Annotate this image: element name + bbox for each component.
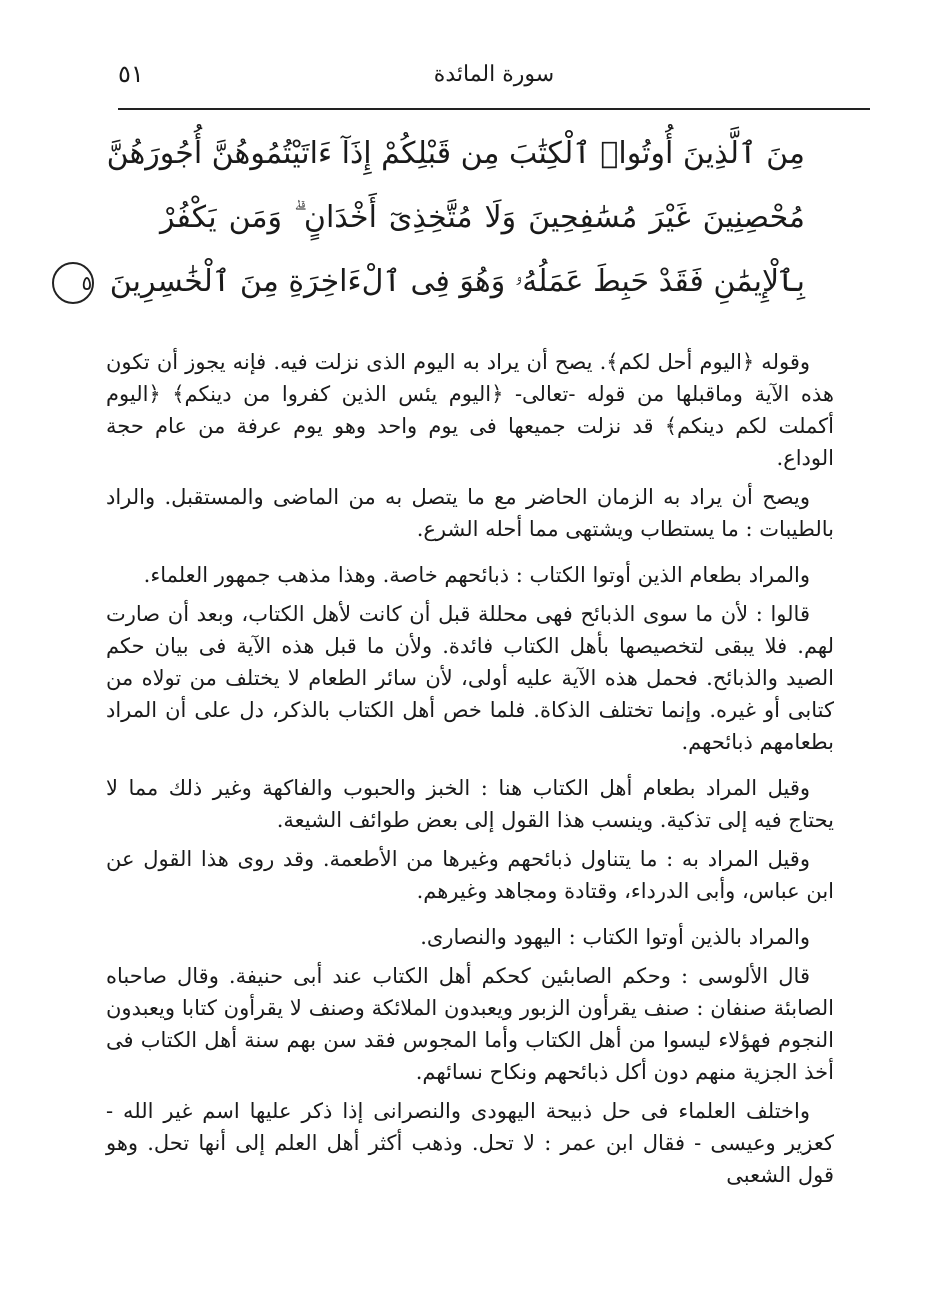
verse-line — [81, 250, 805, 314]
header-divider — [118, 108, 870, 110]
paragraph: واختلف العلماء فى حل ذبيحة اليهودى والنصرانى إذا ذكر عليها اسم غير الله - كعزير وعيسى - فقال ابن عمر : لا تحل. وذهب أكثر أهل العلم إلى أنها تحل. وهو قول الشعبى — [106, 1099, 834, 1187]
verse-line: مِنَ ٱلَّذِينَ أُوتُوا۟ ٱلْكِتَٰبَ مِن قَبْلِكُمْ إِذَآ ءَاتَيْتُمُوهُنَّ أُجُورَهُنَّ — [106, 136, 805, 171]
paragraph: وقوله ﴿اليوم أحل لكم﴾. يصح أن يراد به اليوم الذى نزلت فيه. فإنه يجوز أن تكون هذه الآية وماقبلها من قوله -تعالى- ﴿اليوم يئس الذين كفروا من دينكم﴾ ﴿اليوم أكملت لكم دينكم﴾ قد نزلت جميعها فى يوم واحد وهو يوم عرفة من عام حجة الوداع. — [106, 350, 834, 470]
paragraph: والمراد بطعام الذين أوتوا الكتاب : ذبائحهم خاصة. وهذا مذهب جمهور العلماء. — [143, 563, 810, 587]
verse-line-text: بِٱلْإِيمَٰنِ فَقَدْ حَبِطَ عَمَلُهُۥ وَهُوَ فِى ٱلْءَاخِرَةِ مِنَ ٱلْخَٰسِرِينَ — [109, 264, 805, 299]
quran-verse-block — [81, 122, 805, 314]
paragraph: قالوا : لأن ما سوى الذبائح فهى محللة قبل أن كانت لأهل الكتاب، وبعد أن صارت لهم. فلا يبقى لتخصيصها بأهل الكتاب فائدة. ولأن ما قبل هذه الآية فى بيان حكم الصيد والذبائح. فحمل هذه الآية عليه أولى، لأن سائر الطعام لا يختلف من تولاه من كتابى أو غيره. وإنما تختلف الذكاة. فلما خص أهل الكتاب بالذكر، دل على أن المراد بطعامهم ذبائحهم. — [106, 602, 834, 754]
paragraph: والمراد بالذين أوتوا الكتاب : اليهود والنصارى. — [420, 925, 810, 949]
page-header — [118, 52, 870, 104]
paragraph: وقيل المراد به : ما يتناول ذبائحهم وغيرها من الأطعمة. وقد روى هذا القول عن ابن عباس، وأبى الدرداء، وقتادة ومجاهد وغيرهم. — [106, 847, 834, 903]
paragraph: وقيل المراد بطعام أهل الكتاب هنا : الخبز والحبوب والفاكهة وغير ذلك مما لا يحتاج فيه إلى تذكية. وينسب هذا القول إلى بعض طوائف الشيعة. — [106, 776, 834, 832]
page-number: ٥١ — [118, 60, 144, 88]
paragraph: ويصح أن يراد به الزمان الحاضر مع ما يتصل به من الماضى والمستقبل. والراد بالطيبات : ما يستطاب ويشتهى مما أحله الشرع. — [106, 485, 834, 541]
paragraph: قال الألوسى : وحكم الصابئين كحكم أهل الكتاب عند أبى حنيفة. وقال صاحباه الصابئة صنفان : صنف يقرأون الزبور ويعبدون الملائكة وصنف لا يقرأون كتابا ويعبدون النجوم فهؤلاء ليسوا من أهل الكتاب وأما المجوس فقد سن بهم سنة أهل الكتاب فى أخذ الجزية منهم دون أكل ذبائحهم ونكاح نسائهم. — [106, 964, 834, 1084]
verse-line: مُحْصِنِينَ غَيْرَ مُسَٰفِحِينَ وَلَا مُتَّخِذِىٓ أَخْدَانٍ ۗ وَمَن يَكْفُرْ — [160, 200, 805, 235]
ayah-number-marker: ٥ — [52, 262, 94, 304]
commentary-body — [106, 346, 834, 1198]
surah-title: سورة المائدة — [433, 62, 555, 87]
